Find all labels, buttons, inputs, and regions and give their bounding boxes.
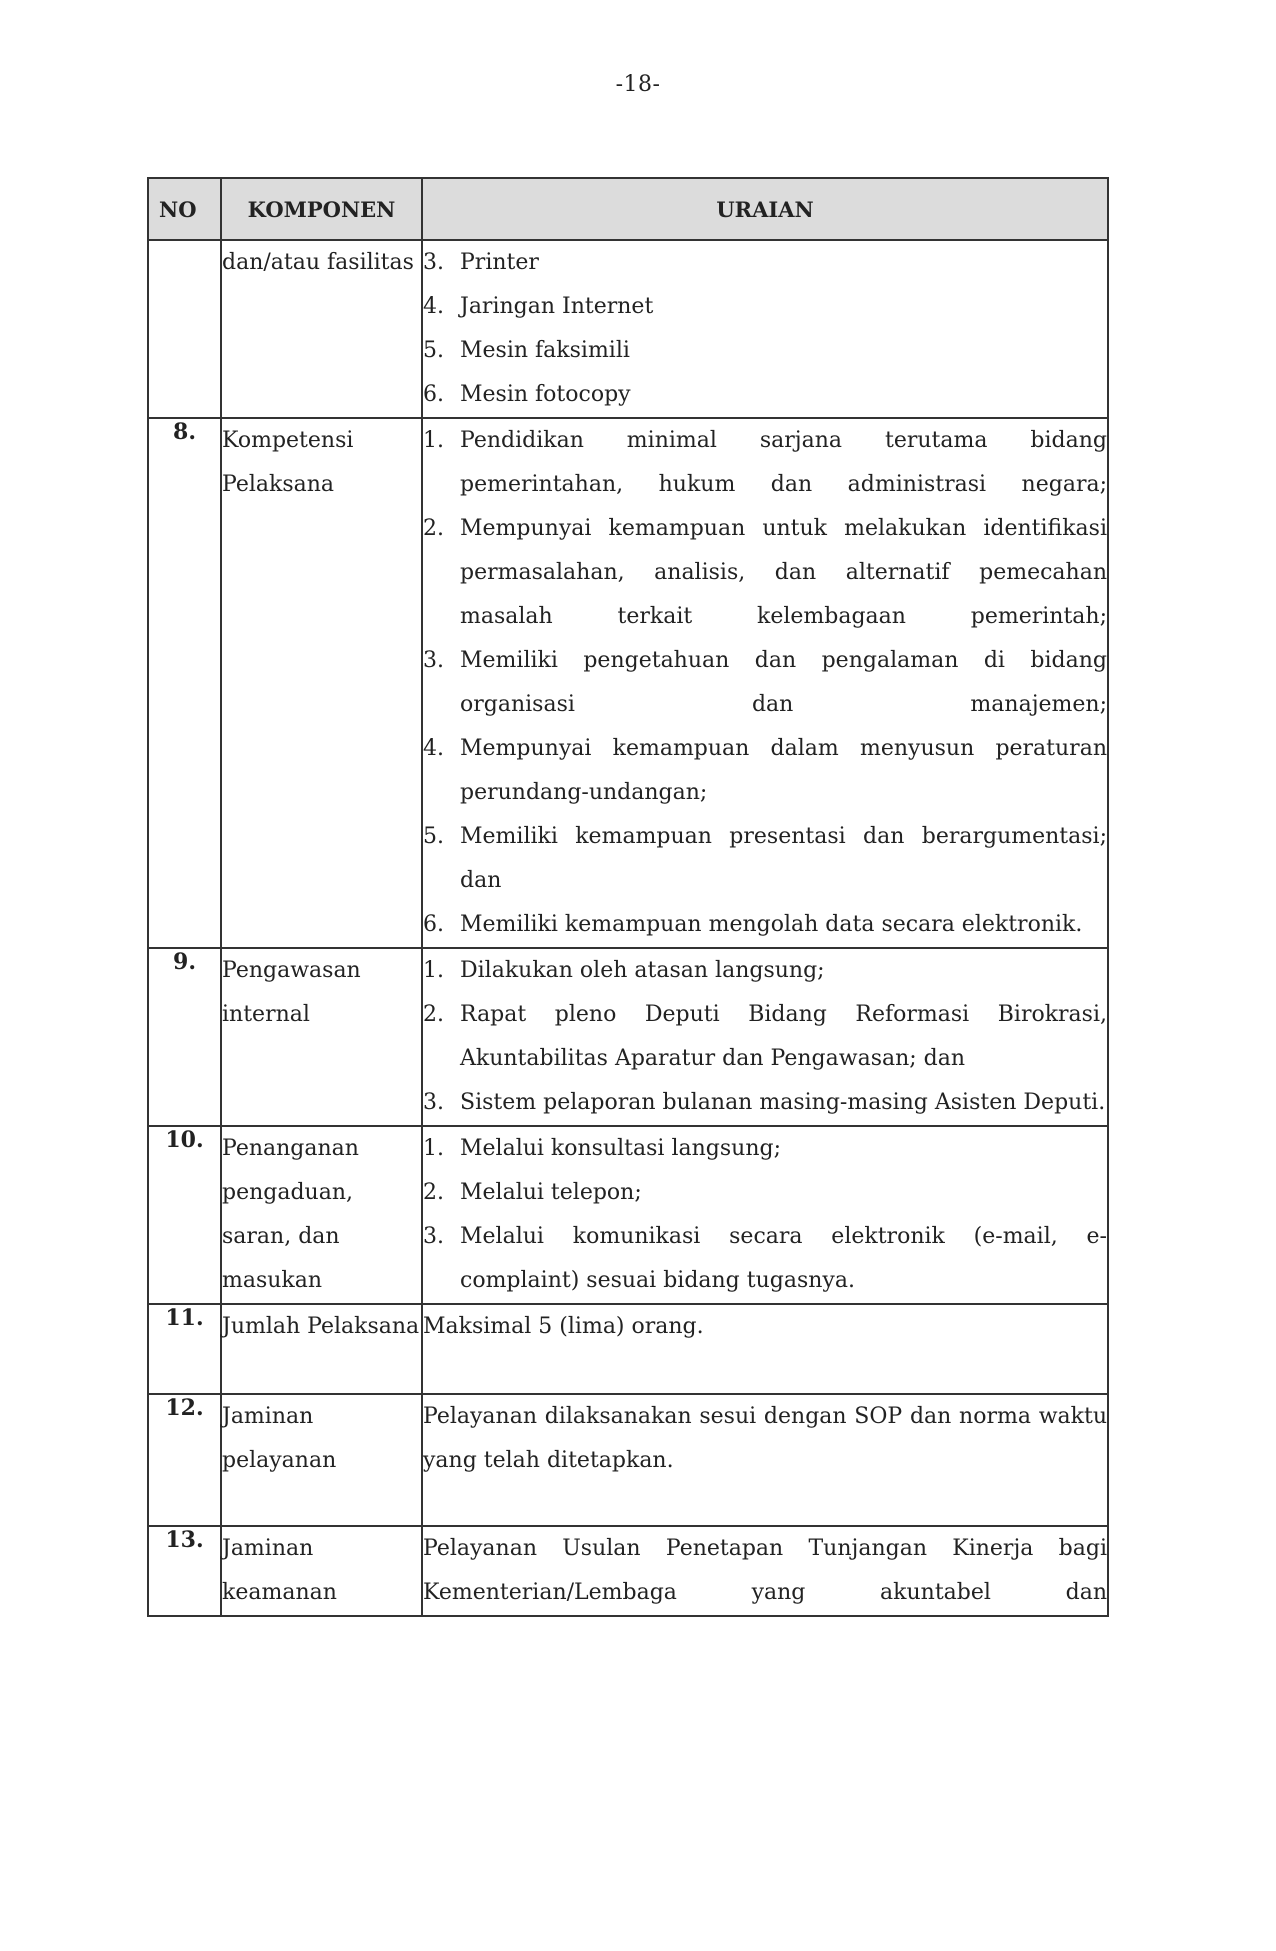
header-komponen: KOMPONEN [221,178,422,240]
row-uraian [422,948,1108,1126]
row-uraian [422,1394,1108,1526]
table-row [148,1126,1108,1304]
row-uraian-text: Pelayanan dilaksanakan sesui dengan SOP dan norma waktu yang telah ditetapkan. [423,1404,1107,1473]
row-number: 13. [148,1526,221,1616]
list-item: 1. Dilakukan oleh atasan langsung; [423,958,825,983]
row-komponen: Jaminan keamanan [221,1526,422,1616]
row-komponen: Penanganan pengaduan, saran, dan masukan [221,1126,422,1304]
list-item: 3. Memiliki pengetahuan dan pengalaman di bidang organisasi dan manajemen; [423,648,1107,717]
row-komponen: Kompetensi Pelaksana [221,418,422,948]
table-header-row [148,178,1108,240]
row-komponen: Jumlah Pelaksana [221,1304,422,1394]
row-number: 10. [148,1126,221,1304]
list-item: 2. Melalui telepon; [423,1180,642,1205]
list-item: 2. Mempunyai kemampuan untuk melakukan identifikasi permasalahan, analisis, dan alternatif pemecahan masalah terkait kelembagaan pemerintah; [423,516,1107,629]
row-number: 9. [148,948,221,1126]
list-item: 2. Rapat pleno Deputi Bidang Reformasi Birokrasi, Akuntabilitas Aparatur dan Pengawasan; dan [423,1002,1107,1071]
list-item: 3. Sistem pelaporan bulanan masing-masing Asisten Deputi. [423,1090,1106,1115]
table-row [148,240,1108,418]
row-uraian [422,240,1108,418]
row-number: 11. [148,1304,221,1394]
row-number: 8. [148,418,221,948]
row-number [148,240,221,418]
list-item: 5. Memiliki kemampuan presentasi dan berargumentasi; dan [423,824,1107,893]
header-no: NO [148,178,221,240]
table-row [148,948,1108,1126]
list-item: 1. Melalui konsultasi langsung; [423,1136,781,1161]
row-komponen: dan/atau fasilitas [221,240,422,418]
row-uraian [422,1304,1108,1394]
row-number: 12. [148,1394,221,1526]
row-uraian-text: Pelayanan Usulan Penetapan Tunjangan Kinerja bagi Kementerian/Lembaga yang akuntabel dan [423,1536,1107,1605]
list-item: 6. Memiliki kemampuan mengolah data secara elektronik. [423,912,1083,937]
table-row [148,1394,1108,1526]
list-item: 4. Jaringan Internet [423,294,654,319]
table-row [148,1526,1108,1616]
row-uraian [422,1126,1108,1304]
list-item: 6. Mesin fotocopy [423,382,631,407]
row-komponen: Jaminan pelayanan [221,1394,422,1526]
service-standard-table [147,177,1109,1617]
list-item: 3. Melalui komunikasi secara elektronik (e-mail, e-complaint) sesuai bidang tugasnya. [423,1224,1107,1293]
row-komponen: Pengawasan internal [221,948,422,1126]
list-item: 5. Mesin faksimili [423,338,630,363]
row-uraian-text: Maksimal 5 (lima) orang. [423,1314,704,1339]
table-row [148,1304,1108,1394]
header-uraian: URAIAN [422,178,1108,240]
list-item: 1. Pendidikan minimal sarjana terutama bidang pemerintahan, hukum dan administrasi negara; [423,428,1107,497]
table-row [148,418,1108,948]
row-uraian [422,418,1108,948]
page-number: -18- [615,72,661,97]
row-uraian [422,1526,1108,1616]
list-item: 3. Printer [423,250,539,275]
list-item: 4. Mempunyai kemampuan dalam menyusun peraturan perundang-undangan; [423,736,1107,805]
